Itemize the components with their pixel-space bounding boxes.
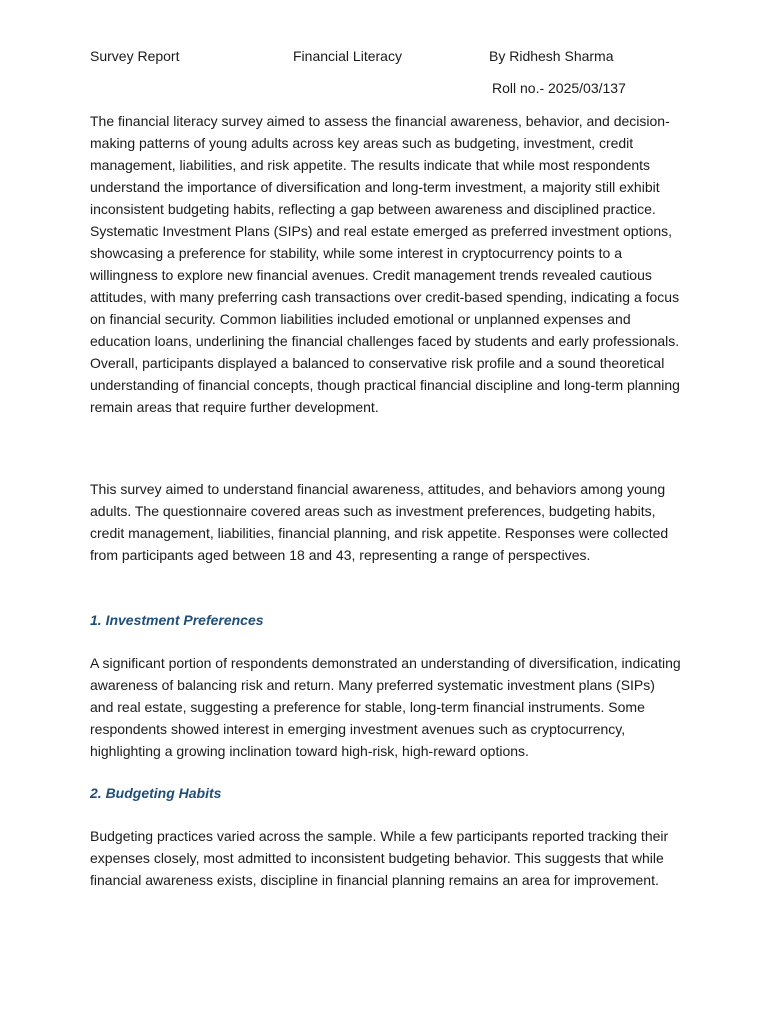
report-type-label: Survey Report <box>90 48 180 64</box>
roll-number-label: Roll no.- 2025/03/137 <box>492 80 626 96</box>
section-body-budgeting: Budgeting practices varied across the sample. While a few participants reported tracking their expenses closely, most admitted to inconsistent budgeting behavior. This suggests that while financial awareness exists, discipline in financial planning remains an area for improvement. <box>90 828 669 888</box>
author-label: By Ridhesh Sharma <box>489 48 614 64</box>
section-heading-budgeting: 2. Budgeting Habits <box>90 785 222 801</box>
section-heading-investment: 1. Investment Preferences <box>90 612 264 628</box>
intro-paragraph: This survey aimed to understand financial awareness, attitudes, and behaviors among young adults. The questionnaire covered areas such as investment preferences, budgeting habits, credit management, liabilities, financial planning, and risk appetite. Responses were collected from participants aged between 18 and 43, representing a range of perspectives. <box>90 481 669 563</box>
report-topic-label: Financial Literacy <box>293 48 402 64</box>
summary-paragraph: The financial literacy survey aimed to assess the financial awareness, behavior, and decision-making patterns of young adults across key areas such as budgeting, investment, credit management, liabilities, and risk appetite. The results indicate that while most respondents understand the importance of diversification and long-term investment, a majority still exhibit inconsistent budgeting habits, reflecting a gap between awareness and disciplined practice. Systematic Investment Plans (SIPs) and real estate emerged as preferred investment options, showcasing a preference for stability, while some interest in cryptocurrency points to a willingness to explore new financial avenues. Credit management trends revealed cautious attitudes, with many preferring cash transactions over credit-based spending, indicating a focus on financial security. Common liabilities included emotional or unplanned expenses and education loans, underlining the financial challenges faced by students and early professionals. Overall, participants displayed a balanced to conservative risk profile and a sound theoretical understanding of financial concepts, though practical financial discipline and long-term planning remain areas that require further development. <box>90 113 680 415</box>
section-body-investment: A significant portion of respondents demonstrated an understanding of diversification, indicating awareness of balancing risk and return. Many preferred systematic investment plans (SIPs) and real estate, suggesting a preference for stable, long-term financial instruments. Some respondents showed interest in emerging investment avenues such as cryptocurrency, highlighting a growing inclination toward high-risk, high-reward options. <box>90 655 681 759</box>
